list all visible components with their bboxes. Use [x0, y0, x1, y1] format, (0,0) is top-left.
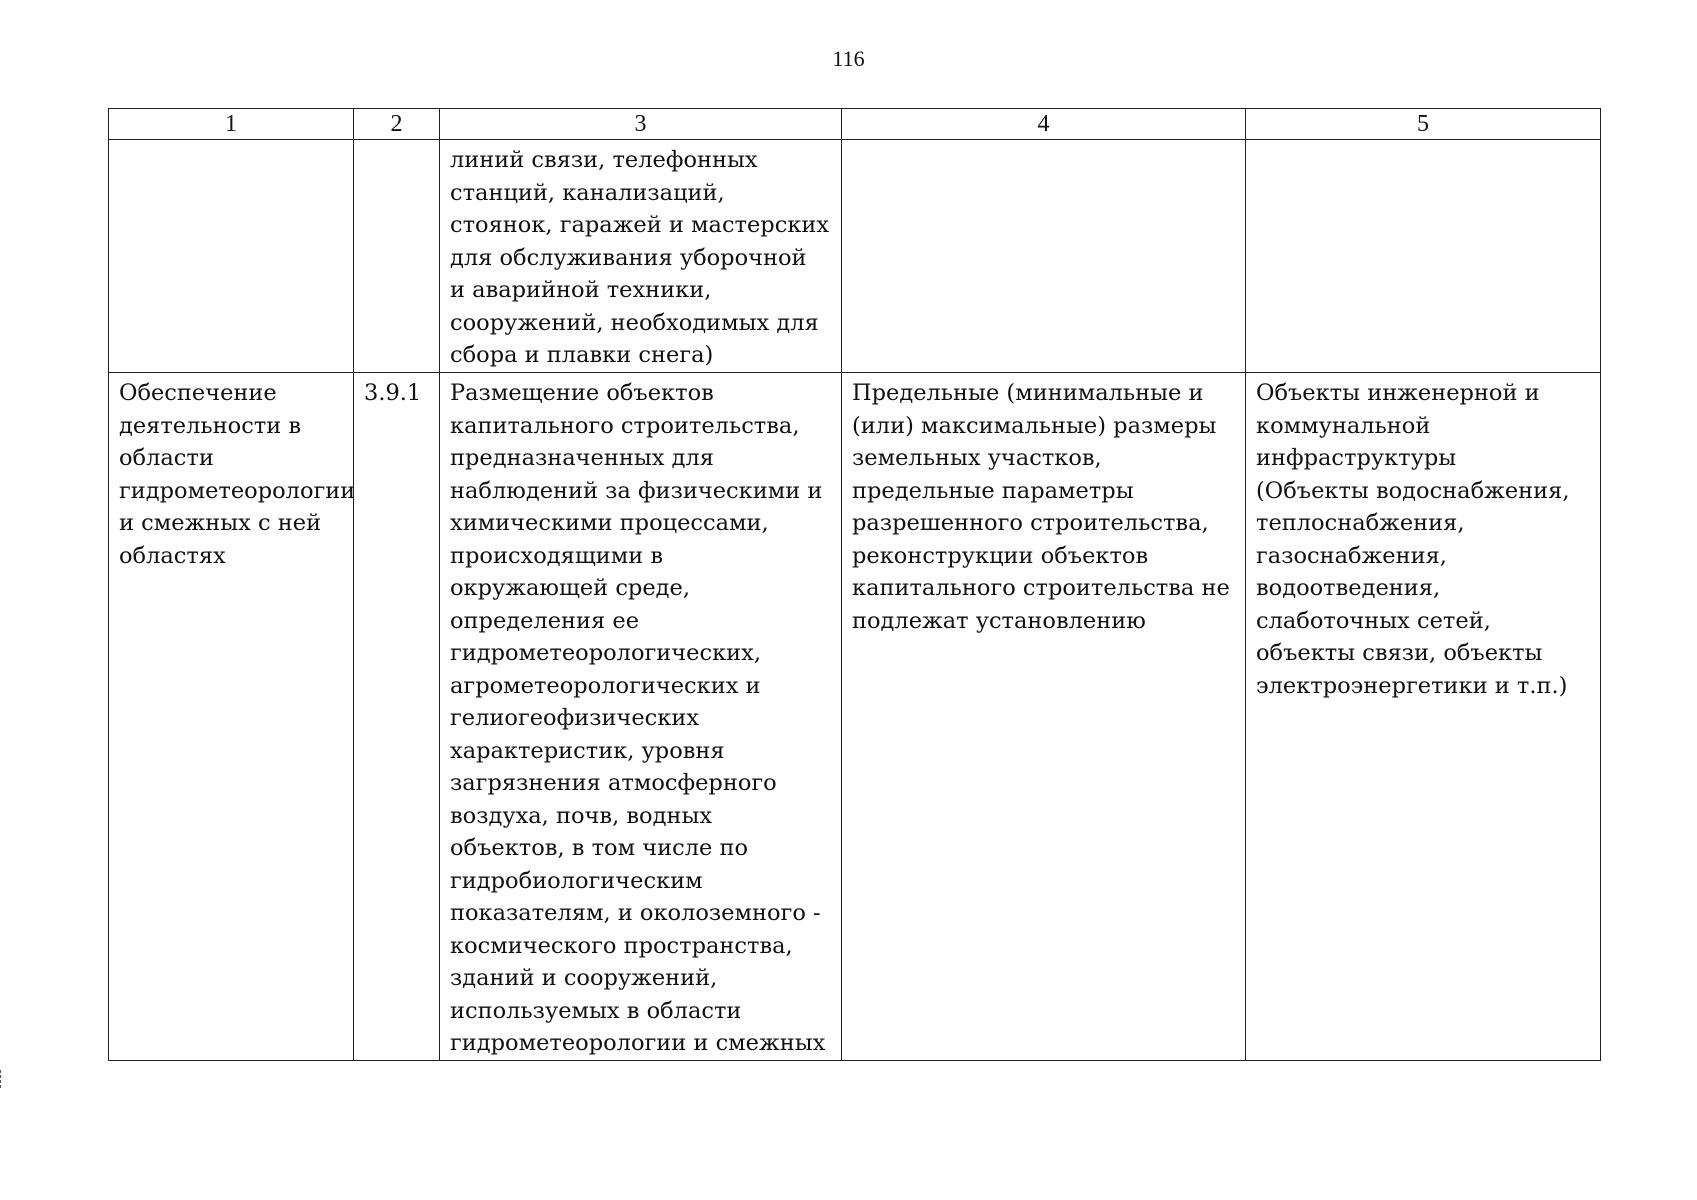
column-header: 5 [1246, 109, 1601, 140]
column-header: 1 [109, 109, 354, 140]
page-number: 116 [832, 46, 865, 71]
use-type-name-cell: Обеспечение деятельности в области гидрометеорологии и смежных с ней областях [109, 373, 354, 1061]
column-header: 4 [842, 109, 1246, 140]
column-header: 2 [354, 109, 440, 140]
parameters-cell [842, 140, 1246, 373]
use-description-cell: линий связи, телефонных станций, канализаций, стоянок, гаражей и мастерских для обслуживания уборочной и аварийной техники, сооружений, необходимых для сбора и плавки снега) [440, 140, 842, 373]
scan-edge-mark [0, 1070, 5, 1088]
land-use-table [108, 108, 1601, 1061]
infrastructure-cell: Объекты инженерной и коммунальной инфраструктуры (Объекты водоснабжения, теплоснабжения, газоснабжения, водоотведения, слаботочных сетей, объекты связи, объекты электроэнергетики и т.п.) [1246, 373, 1601, 1061]
parameters-cell: Предельные (минимальные и (или) максимальные) размеры земельных участков, предельные параметры разрешенного строительства, реконструкции объектов капитального строительства не подлежат установлению [842, 373, 1246, 1061]
column-header: 3 [440, 109, 842, 140]
use-type-code-cell [354, 140, 440, 373]
table-row [109, 140, 1601, 373]
use-description-cell: Размещение объектов капитального строительства, предназначенных для наблюдений за физическими и химическими процессами, происходящими в окружающей среде, определения ее гидрометеорологических, агрометеорологических и гелиогеофизических характеристик, уровня загрязнения атмосферного воздуха, почв, водных объектов, в том числе по гидробиологическим показателям, и околоземного - космического пространства, зданий и сооружений, используемых в области гидрометеорологии и смежных [440, 373, 842, 1061]
use-type-code-cell: 3.9.1 [354, 373, 440, 1061]
infrastructure-cell [1246, 140, 1601, 373]
use-type-name-cell [109, 140, 354, 373]
table-header-row [109, 109, 1601, 140]
table-row [109, 373, 1601, 1061]
